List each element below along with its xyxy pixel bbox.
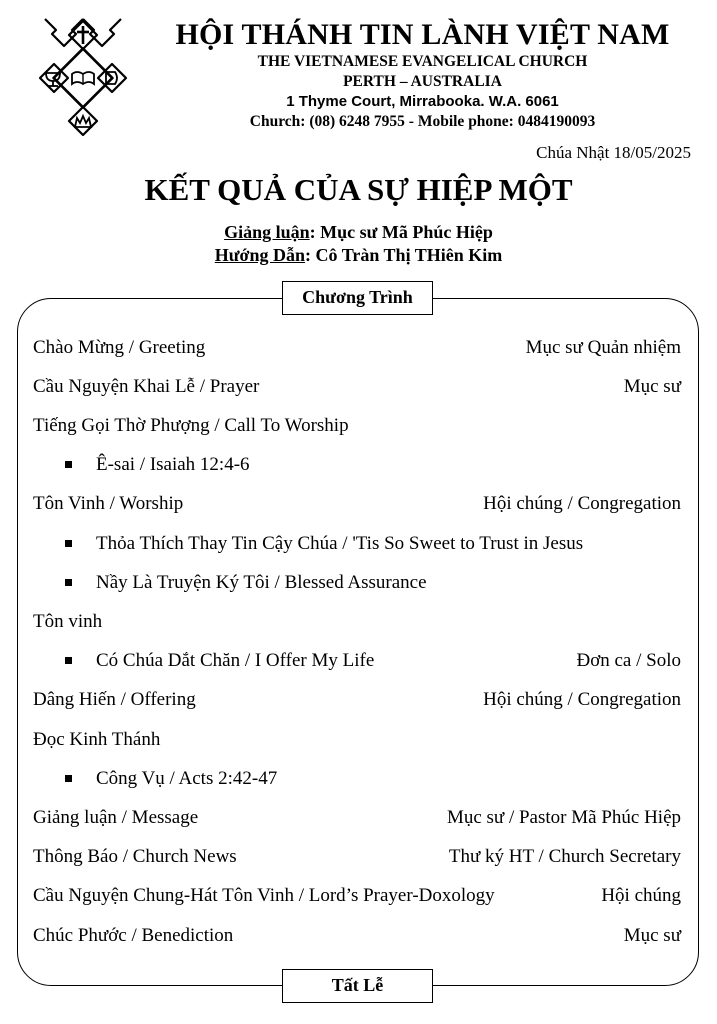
preacher-label: Giảng luận — [224, 222, 310, 242]
program-item-label: Dâng Hiến / Offering — [33, 689, 196, 710]
preacher-line: Giảng luận: Mục sư Mã Phúc Hiệp — [224, 222, 493, 242]
bullet-square-icon — [65, 657, 72, 664]
bullet-square-icon — [65, 461, 72, 468]
program-item-label: Thỏa Thích Thay Tin Cậy Chúa / 'Tis So Sweet to Trust in Jesus — [96, 533, 584, 554]
program-item-label: Giảng luận / Message — [33, 807, 199, 828]
church-phones: Church: (08) 6248 7955 - Mobile phone: 0484190093 — [249, 113, 596, 130]
program-item — [33, 609, 681, 635]
bullet-square-icon — [65, 579, 72, 586]
program-item-label: Cầu Nguyện Chung-Hát Tôn Vinh / Lord’s Prayer-Doxology — [33, 885, 495, 906]
program-item-label: Công Vụ / Acts 2:42-47 — [96, 768, 278, 789]
church-address: 1 Thyme Court, Mirrabooka. W.A. 6061 — [286, 93, 559, 110]
program-item-label: Nầy Là Truyện Ký Tôi / Blessed Assurance — [96, 572, 427, 593]
program-item — [33, 727, 681, 753]
bullet-square-icon — [65, 540, 72, 547]
program-item-label: Ê-sai / Isaiah 12:4-6 — [96, 454, 250, 475]
program-item — [33, 687, 681, 713]
church-logo-icon — [22, 17, 144, 139]
program-item — [33, 805, 681, 831]
program-item-label: Chào Mừng / Greeting — [33, 337, 206, 358]
church-name-english: THE VIETNAMESE EVANGELICAL CHURCH — [257, 53, 588, 70]
church-location: PERTH – AUSTRALIA — [343, 73, 502, 90]
program-item — [33, 923, 681, 949]
program-item — [33, 374, 681, 400]
program-item-label: Tôn Vinh / Worship — [33, 493, 184, 514]
service-date: Chúa Nhật 18/05/2025 — [536, 143, 691, 162]
program-item — [33, 335, 681, 361]
program-item-role: Hội chúng — [601, 885, 681, 906]
program-subitem — [33, 766, 681, 792]
program-subitem — [33, 452, 681, 478]
program-item-label: Đọc Kinh Thánh — [33, 729, 161, 750]
program-item-role: Hội chúng / Congregation — [483, 493, 681, 514]
program-item-label: Thông Báo / Church News — [33, 846, 237, 867]
program-item-role: Mục sư Quản nhiệm — [525, 337, 681, 358]
program-item-role: Mục sư — [623, 376, 681, 397]
program-item-role: Mục sư — [623, 925, 681, 946]
program-item-label: Cầu Nguyện Khai Lễ / Prayer — [33, 376, 260, 397]
preacher-name: Mục sư Mã Phúc Hiệp — [320, 222, 493, 242]
program-subitem — [33, 648, 681, 674]
program-subitem — [33, 570, 681, 596]
program-item-role: Mục sư / Pastor Mã Phúc Hiệp — [446, 807, 681, 828]
church-name: HỘI THÁNH TIN LÀNH VIỆT NAM — [175, 18, 670, 51]
program-heading: Chương Trình — [282, 281, 433, 315]
program-item-label: Có Chúa Dắt Chăn / I Offer My Life — [96, 650, 375, 671]
program-item-role: Thư ký HT / Church Secretary — [448, 846, 681, 867]
bullet-square-icon — [65, 775, 72, 782]
program-item-label: Tôn vinh — [33, 611, 103, 632]
leader-name: Cô Tràn Thị THiên Kim — [315, 245, 503, 265]
program-item-label: Chúc Phước / Benediction — [33, 925, 234, 946]
leader-label: Hướng Dẫn — [214, 245, 306, 265]
program-item — [33, 491, 681, 517]
program-footer: Tất Lễ — [282, 969, 433, 1003]
program-item — [33, 413, 681, 439]
program-subitem — [33, 531, 681, 557]
leader-line: Hướng Dẫn: Cô Tràn Thị THiên Kim — [214, 245, 503, 265]
program-item — [33, 844, 681, 870]
program-item-role: Đơn ca / Solo — [576, 650, 681, 671]
program-item — [33, 883, 681, 909]
sermon-title: KẾT QUẢ CỦA SỰ HIỆP MỘT — [144, 172, 573, 207]
program-item-label: Tiếng Gọi Thờ Phượng / Call To Worship — [33, 415, 349, 436]
program-item-role: Hội chúng / Congregation — [483, 689, 681, 710]
